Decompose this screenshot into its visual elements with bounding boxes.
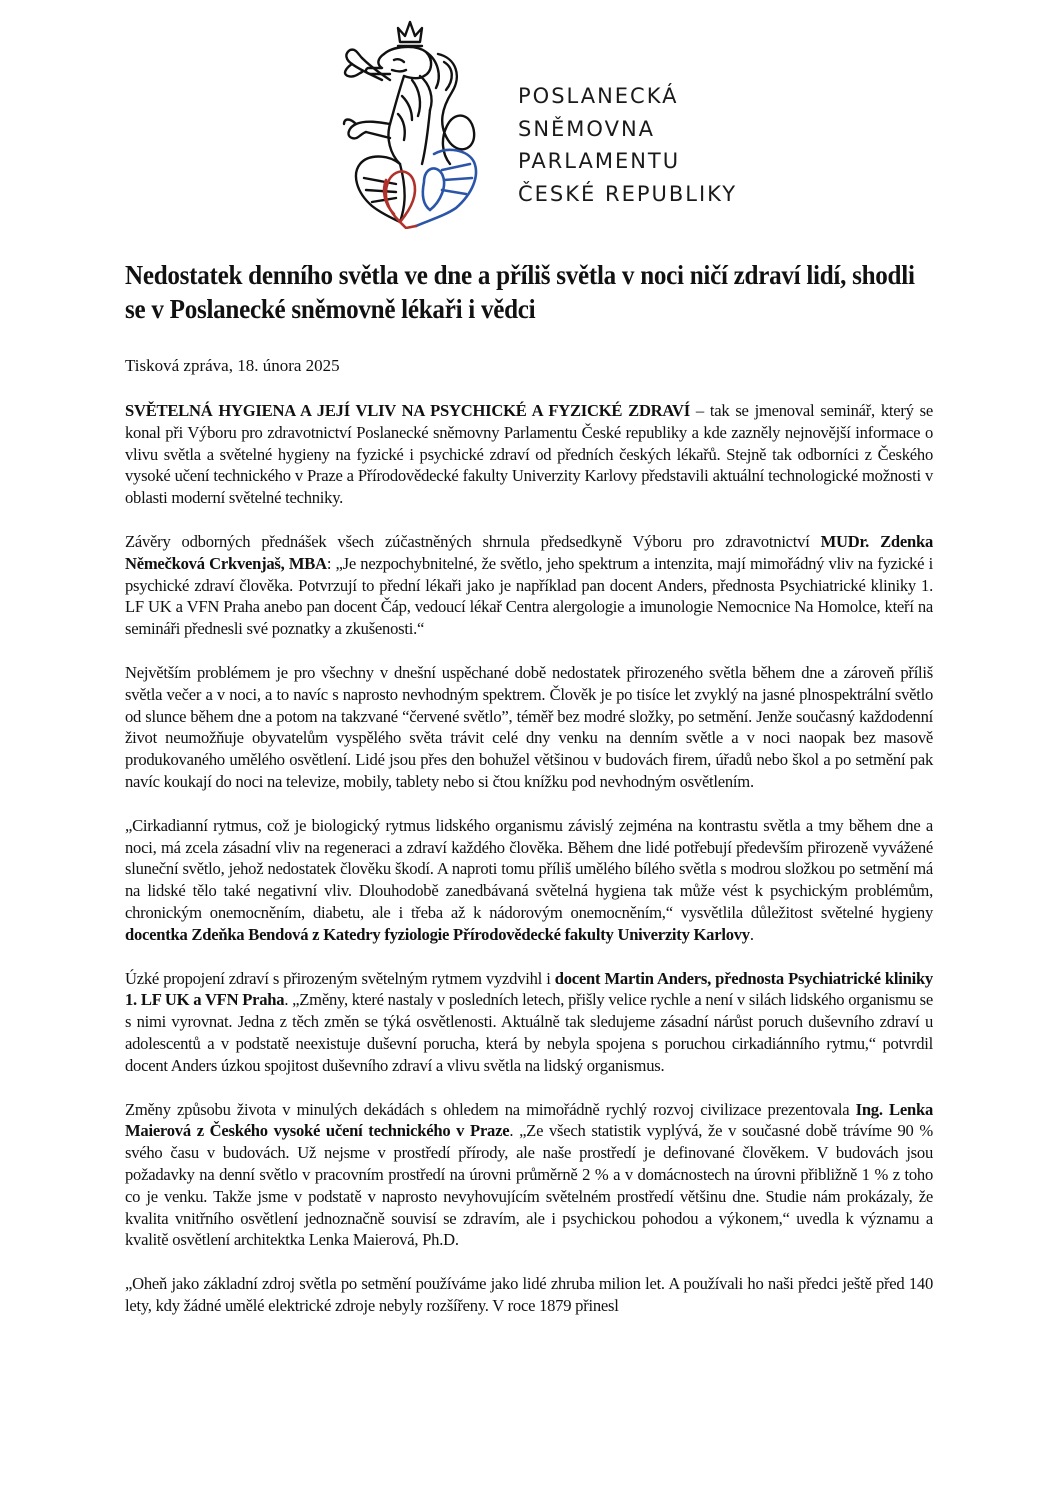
lion-emblem-icon xyxy=(338,14,488,229)
paragraph-text: „Cirkadianní rytmus, což je biologický rytmus lidského organismu závislý zejména na kontrastu světla a tmy během dne a noci, má zcela zásadní vliv na regeneraci a zdraví každého člověka. Během dne lidé potřebují především přirozeně vyvážené sluneční světlo, jehož nedostatek člověku škodí. A naproti tomu příliš umělého bílého světla s modrou složkou po setmění má na lidské tělo také negativní vliv. Dlouhodobě zanedbávaná světelná hygiena tak může vést k psychickým problémům, chronickým onemocněním, diabetu, ale i třeba až k nádorovým onemocněním,“ vysvětlila důležitost světelné hygieny xyxy=(125,815,933,922)
paragraph-text: : „Je nezpochybnitelné, že světlo, jeho spektrum a intenzita, mají mimořádný vliv na fyzické i psychické zdraví člověka. Potvrzují to přední lékaři jako je například pan docent Anders, přednosta Psychiatrické kliniky 1. LF UK a VFN Praha anebo pan docent Čáp, vedoucí lékař Centra alergologie a imunologie Nemocnice Na Homolce, kteří na semináři přednesli své poznatky a zkušenosti.“ xyxy=(125,553,933,639)
org-line: ČESKÉ REPUBLIKY xyxy=(518,181,738,206)
paragraph-text: „Oheň jako základní zdroj světla po setmění používáme jako lidé zhruba milion let. A používali ho naši předci ještě před 140 lety, kdy žádné umělé elektrické zdroje nebyly rozšířeny. V roce 1879 přinesl xyxy=(125,1274,933,1315)
paragraph-problem xyxy=(125,662,933,793)
paragraph-text: Největším problémem je pro všechny v dnešní uspěchané době nedostatek přirozeného světla během dne a zároveň příliš světla večer a v noci, a to navíc s naprosto nevhodným spektrem. Člověk je po tisíce let zvyklý na jasné plnospektrální světlo od slunce během dne a potom na takzvané “červené světlo”, téměř bez modré složky, po setmění. Jenže současný každodenní život neumožňuje obyvatelům vyspělého světa trávit celé dny venku na denním světle a v noci naopak bez masově produkovaného umělého osvětlení. Lidé jsou přes den bohužel většinou v budovách firem, úřadů nebo škol a po setmění pak navíc koukají do noci na televize, mobily, tablety nebo si čtou knížku pod nevhodným osvětlením. xyxy=(125,662,933,791)
paragraph-text: . „Změny, které nastaly v posledních letech, přišly velice rychle a není v silách lidského organismu se s nimi vyrovnat. Jedna z těch změn se týká osvětlenosti. Aktuálně tak sledujeme zásadní nárůst poruch duševního zdraví u adolescentů a v podstatě neexistuje duševní porucha, která by nebyla spojena s poruchou cirkadiánního rytmu,“ potvrdil docent Anders úzkou spojitost duševního zdraví a vlivu světla na lidský organismus. xyxy=(125,990,933,1075)
seminar-name: SVĚTELNÁ HYGIENA A JEJÍ VLIV NA PSYCHICKÉ A FYZICKÉ ZDRAVÍ xyxy=(125,401,690,420)
speaker-name: docentka Zdeňka Bendová z Katedry fyziologie Přírodovědecké fakulty Univerzity Karlovy xyxy=(125,924,750,944)
paragraph-fire xyxy=(125,1273,933,1317)
paragraph-text: Závěry odborných přednášek všech zúčastněných shrnula předsedkyně Výboru pro zdravotnictví xyxy=(125,531,821,551)
press-release-body xyxy=(125,258,933,1317)
headline: Nedostatek denního světla ve dne a příliš světla v noci ničí zdraví lidí, shodli se v Poslanecké sněmovně lékaři i vědci xyxy=(125,260,915,324)
org-line: POSLANECKÁ xyxy=(518,84,679,108)
paragraph-intro xyxy=(125,400,933,509)
paragraph-maierova xyxy=(125,1099,933,1252)
speaker-name: docent Martin Anders, přednosta Psychiatrické kliniky 1. LF UK a VFN Praha xyxy=(125,968,933,1010)
paragraph-text: . „Ze všech statistik vyplývá, že v současné době trávíme 90 % svého času v budovách. Už nejsme v prostředí přírody, ale naše prostředí je definované člověkem. V budovách jsou požadavky na denní světlo v pracovním prostředí na úrovni průměrně 2 % a v domácnostech na úrovni přibližně 1 % z toho co je venku. Takže jsme v podstatě v naprosto nevyhovujícím světelném prostředí většinu dne. Studie nám prokázaly, že kvalita vnitřního osvětlení jednoznačně souvisí se zdravím, ale i psychickou pohodou a výkonem,“ uvedla k významu a kvalitě osvětlení architektka Lenka Maierová, Ph.D. xyxy=(125,1121,933,1250)
paragraph-text: Úzké propojení zdraví s přirozeným světelným rytmem vyzdvihl i xyxy=(125,968,555,988)
paragraph-summary xyxy=(125,531,933,640)
dateline: Tisková zpráva, 18. února 2025 xyxy=(125,356,340,375)
speaker-name: Ing. Lenka Maierová z Českého vysoké učení technického v Praze xyxy=(125,1099,933,1141)
paragraph-text: . xyxy=(749,924,754,944)
paragraph-text: – tak se jmenoval seminář, který se konal při Výboru pro zdravotnictví Poslanecké sněmovny Parlamentu České republiky a kde zazněly nejnovější informace o vlivu světla a světelné hygieny na fyzické i psychické zdraví od předních českých lékařů. Stejně tak odborníci z Českého vysoké učení technického v Praze a Přírodovědecké fakulty Univerzity Karlovy představili aktuální technologické možnosti v oblasti moderní světelné techniky. xyxy=(125,401,933,508)
paragraph-text: Změny způsobu života v minulých dekádách s ohledem na mimořádně rychlý rozvoj civilizace prezentovala xyxy=(125,1099,856,1119)
paragraph-anders xyxy=(125,968,933,1077)
organization-name xyxy=(518,80,737,210)
speaker-name: MUDr. Zdenka Němečková Crkvenjaš, MBA xyxy=(125,531,933,573)
paragraph-circadian xyxy=(125,815,933,946)
org-line: SNĚMOVNA xyxy=(518,116,656,141)
parliament-logo xyxy=(338,14,738,229)
org-line: PARLAMENTU xyxy=(518,149,681,173)
